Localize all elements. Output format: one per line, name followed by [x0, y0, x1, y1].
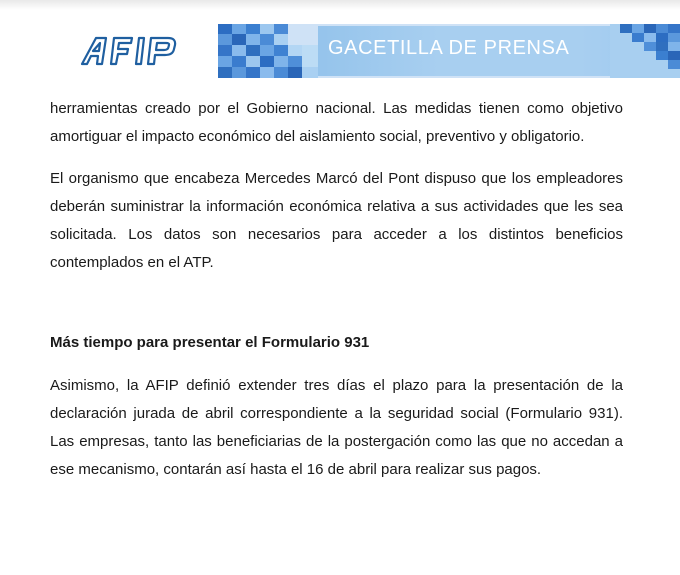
- paragraph-3: Asimismo, la AFIP definió extender tres días el plazo para la presentación de la declaración jurada de abril correspondiente a la seguridad social (Formulario 931). Las empresas, tanto las beneficiarias de la postergación como las que no accedan a ese mecanismo, contarán así hasta el 16 de abril para realizar sus pagos.: [50, 377, 623, 478]
- article-body-bottom: [50, 372, 623, 484]
- section-heading: Más tiempo para presentar el Formulario 931: [50, 334, 370, 351]
- paragraph-2: El organismo que encabeza Mercedes Marcó del Pont dispuso que los empleadores deberán suministrar la información económica relativa a sus actividades que les sea solicitada. Los datos son necesarios para acceder a los distintos beneficios contemplados en el ATP.: [50, 170, 623, 271]
- banner-mosaic-right: [610, 24, 680, 78]
- banner-mosaic-left: [218, 24, 318, 78]
- afip-logo: [80, 34, 190, 68]
- banner-title: GACETILLA DE PRENSA: [328, 37, 570, 59]
- paragraph-1: herramientas creado por el Gobierno nacional. Las medidas tienen como objetivo amortiguar el impacto económico del aislamiento social, preventivo y obligatorio.: [50, 100, 623, 145]
- press-header: [66, 24, 680, 78]
- press-banner: [218, 24, 680, 78]
- article-body-top: [50, 95, 623, 277]
- page-top-edge: [0, 0, 680, 10]
